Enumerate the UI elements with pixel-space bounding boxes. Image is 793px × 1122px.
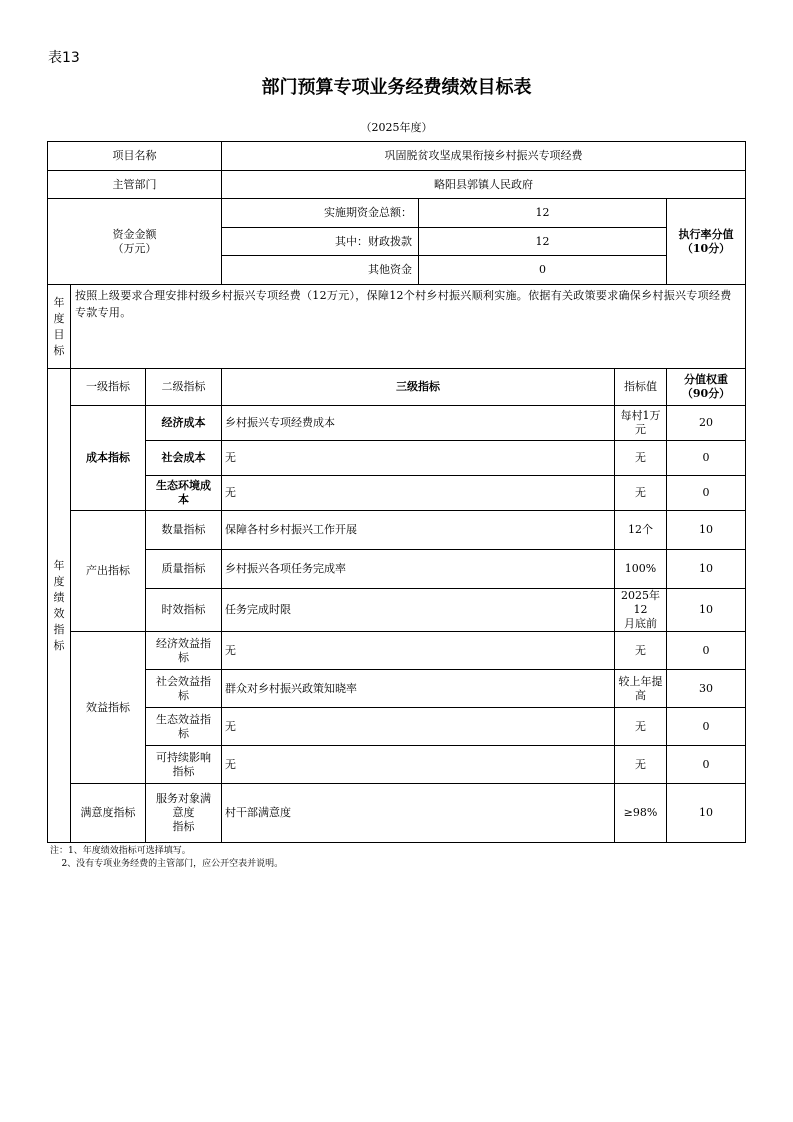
annual-goal-text: 按照上级要求合理安排村级乡村振兴专项经费（12万元），保障12个村乡村振兴顺利实施。依据有关政策要求确保乡村振兴专项经费专款专用。	[71, 285, 746, 369]
table-row	[48, 550, 746, 589]
funds-label	[48, 199, 222, 285]
table-row	[48, 589, 746, 632]
level3-cell: 无	[222, 708, 615, 746]
funds-fiscal-value: 12	[419, 228, 667, 256]
perf-label-char: 标	[53, 638, 65, 652]
funds-total-label: 实施期资金总额：	[222, 199, 419, 228]
table-number: 表13	[48, 50, 80, 66]
value-cell: 无	[615, 746, 667, 784]
table-row	[48, 746, 746, 784]
weight-cell: 10	[667, 511, 746, 550]
level3-cell: 乡村振兴专项经费成本	[222, 406, 615, 441]
annual-goal-char: 标	[53, 343, 65, 357]
level2-cell	[146, 632, 222, 670]
level2-line: 本	[178, 493, 189, 506]
funds-fiscal-label: 其中：财政拨款	[222, 228, 419, 256]
funds-other-label: 其他资金	[222, 256, 419, 285]
value-line: 高	[635, 688, 647, 702]
value-cell: 无	[615, 476, 667, 511]
perf-label-char: 绩	[53, 590, 65, 604]
department-value: 略阳县郭镇人民政府	[222, 171, 746, 199]
perf-label-char: 指	[53, 622, 65, 636]
project-name-row	[48, 142, 746, 171]
header-weight-line1: 分值权重	[684, 373, 729, 386]
page-title: 部门预算专项业务经费绩效目标表	[261, 77, 532, 98]
performance-target-table	[47, 141, 746, 843]
table-row	[48, 476, 746, 511]
level2-cell: 质量指标	[146, 550, 222, 589]
header-level1: 一级指标	[71, 369, 146, 406]
perf-label-char: 效	[53, 606, 65, 620]
value-cell: 无	[615, 708, 667, 746]
level3-cell: 乡村振兴各项任务完成率	[222, 550, 615, 589]
table-row	[48, 784, 746, 843]
indicator-header-row	[48, 369, 746, 406]
perf-label-char: 度	[53, 574, 65, 588]
level2-cell: 社会成本	[146, 441, 222, 476]
weight-cell: 0	[667, 632, 746, 670]
weight-cell: 20	[667, 406, 746, 441]
weight-cell: 0	[667, 746, 746, 784]
level2-line: 指标	[172, 820, 195, 833]
header-weight-line2: （90分）	[681, 387, 731, 400]
benefit-indicator-level1: 效益指标	[71, 632, 146, 784]
footnotes	[50, 845, 283, 871]
execution-rate-line1: 执行率分值	[678, 227, 734, 241]
table-row	[48, 511, 746, 550]
funds-label-line2: （万元）	[112, 241, 157, 255]
table-row	[48, 406, 746, 441]
department-row	[48, 171, 746, 199]
annual-goal-row	[48, 285, 746, 369]
value-cell: 无	[615, 441, 667, 476]
department-label: 主管部门	[48, 171, 222, 199]
level3-cell: 群众对乡村振兴政策知晓率	[222, 670, 615, 708]
level2-cell: 数量指标	[146, 511, 222, 550]
value-line: 每村1万	[620, 409, 661, 422]
level3-cell: 任务完成时限	[222, 589, 615, 632]
level3-cell: 无	[222, 746, 615, 784]
weight-cell: 0	[667, 708, 746, 746]
level3-cell: 村干部满意度	[222, 784, 615, 843]
funds-label-line1: 资金金额	[112, 227, 157, 241]
fiscal-year: （2025年度）	[360, 121, 433, 134]
footnote-2: 2、没有专项业务经费的主管部门，应公开空表并说明。	[50, 859, 284, 869]
header-weight	[667, 369, 746, 406]
header-value: 指标值	[615, 369, 667, 406]
level3-cell: 无	[222, 476, 615, 511]
value-cell: ≥98%	[615, 784, 667, 843]
level2-line: 意度	[172, 806, 195, 819]
weight-cell: 0	[667, 441, 746, 476]
value-line: 2025年12	[621, 589, 661, 616]
annual-goal-char: 目	[53, 327, 65, 341]
header-level3: 三级指标	[222, 369, 615, 406]
weight-cell: 30	[667, 670, 746, 708]
value-line: 较上年提	[618, 674, 663, 688]
value-cell: 100%	[615, 550, 667, 589]
weight-cell: 10	[667, 550, 746, 589]
annual-goal-label	[48, 285, 71, 369]
footnote-1: 注：1、年度绩效指标可选择填写。	[50, 846, 191, 856]
level2-cell	[146, 670, 222, 708]
level3-cell: 保障各村乡村振兴工作开展	[222, 511, 615, 550]
value-cell: 12个	[615, 511, 667, 550]
level2-cell	[146, 476, 222, 511]
header-level2: 二级指标	[146, 369, 222, 406]
execution-rate-score	[667, 199, 746, 285]
execution-rate-line2: （10分）	[681, 241, 731, 255]
project-name-label: 项目名称	[48, 142, 222, 171]
value-cell: 无	[615, 632, 667, 670]
weight-cell: 10	[667, 784, 746, 843]
level2-line: 社会效益指	[156, 674, 211, 688]
funds-other-value: 0	[419, 256, 667, 285]
table-row	[48, 632, 746, 670]
value-line: 元	[635, 423, 647, 436]
level2-cell	[146, 708, 222, 746]
value-cell	[615, 406, 667, 441]
level2-line: 标	[178, 726, 189, 740]
level2-cell: 经济成本	[146, 406, 222, 441]
funds-total-value: 12	[419, 199, 667, 228]
funds-total-row	[48, 199, 746, 228]
level2-line: 可持续影响	[156, 750, 211, 764]
level2-line: 经济效益指	[156, 636, 211, 650]
table-row	[48, 670, 746, 708]
table-row	[48, 441, 746, 476]
weight-cell: 0	[667, 476, 746, 511]
satisfaction-indicator-level1: 满意度指标	[71, 784, 146, 843]
value-cell	[615, 670, 667, 708]
weight-cell: 10	[667, 589, 746, 632]
level2-line: 标	[178, 650, 189, 664]
level2-cell	[146, 746, 222, 784]
value-cell	[615, 589, 667, 632]
annual-goal-char: 度	[53, 311, 65, 325]
perf-label-char: 年	[53, 558, 65, 572]
cost-indicator-level1: 成本指标	[71, 406, 146, 511]
level2-line: 生态效益指	[156, 712, 211, 726]
performance-indicators-label	[48, 369, 71, 843]
annual-goal-char: 年	[53, 295, 65, 309]
level2-cell: 时效指标	[146, 589, 222, 632]
output-indicator-level1: 产出指标	[71, 511, 146, 632]
level2-line: 生态环境成	[156, 479, 211, 492]
table-row	[48, 708, 746, 746]
level2-line: 标	[178, 688, 189, 702]
level2-cell	[146, 784, 222, 843]
level3-cell: 无	[222, 441, 615, 476]
level3-cell: 无	[222, 632, 615, 670]
level2-line: 指标	[172, 764, 195, 778]
project-name-value: 巩固脱贫攻坚成果衔接乡村振兴专项经费	[222, 142, 746, 171]
level2-line: 服务对象满	[156, 792, 211, 805]
value-line: 月底前	[624, 617, 658, 630]
